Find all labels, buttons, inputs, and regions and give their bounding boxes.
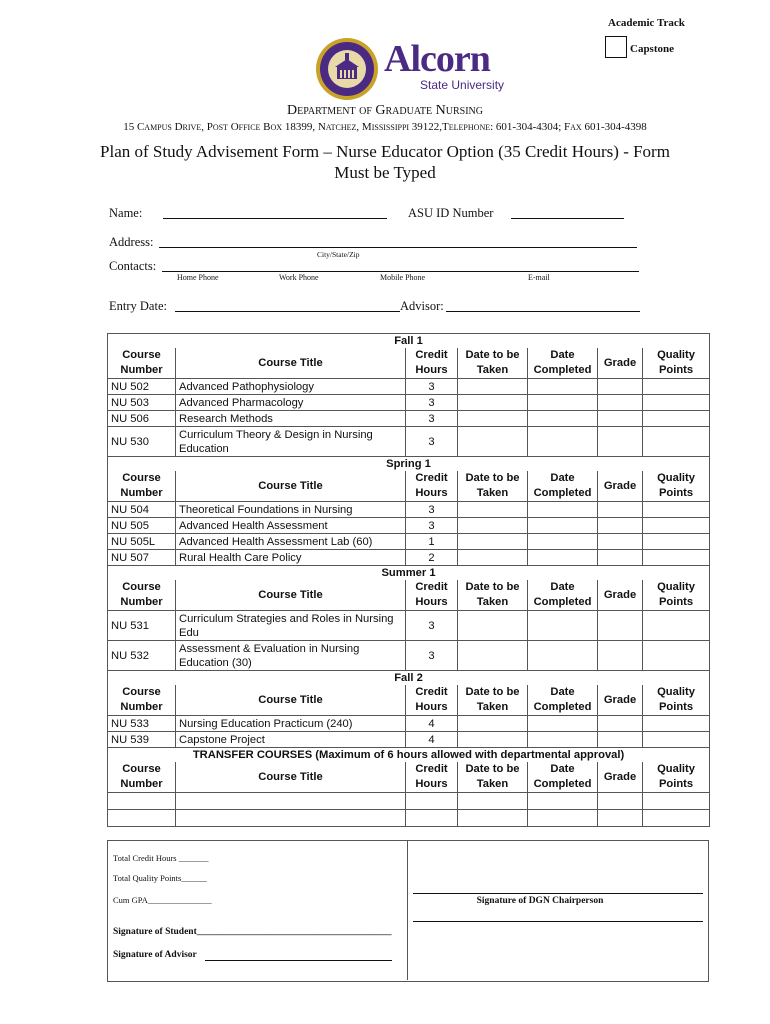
name-field[interactable] [163, 206, 387, 219]
table-row [108, 534, 710, 550]
date-completed-header: Date Completed [528, 471, 598, 502]
grade-cell[interactable] [598, 502, 643, 518]
student-signature[interactable]: Signature of Student_________________________________________ [113, 927, 392, 937]
credit-hours: 3 [406, 518, 458, 534]
credit-hours-header: Credit Hours [406, 348, 458, 379]
course-title: Advanced Health Assessment Lab (60) [176, 534, 406, 550]
course-number [108, 793, 176, 810]
table-row [108, 641, 710, 671]
date-completed-cell[interactable] [528, 611, 598, 641]
table-row [108, 611, 710, 641]
quality-points-header: Quality Points [643, 471, 710, 502]
course-number-header: Course Number [108, 580, 176, 611]
course-number: NU 532 [108, 641, 176, 671]
table-row [108, 518, 710, 534]
date-completed-cell[interactable] [528, 379, 598, 395]
section-title: Fall 1 [108, 334, 710, 349]
credit-hours: 4 [406, 732, 458, 748]
quality-points-cell[interactable] [643, 427, 710, 457]
course-number-header: Course Number [108, 762, 176, 793]
grade-cell[interactable] [598, 427, 643, 457]
course-number: NU 507 [108, 550, 176, 566]
grade-cell[interactable] [598, 550, 643, 566]
address-label: Address: [109, 235, 154, 249]
credit-hours: 3 [406, 427, 458, 457]
quality-points-cell[interactable] [643, 810, 710, 827]
date-to-be-taken-cell[interactable] [458, 411, 528, 427]
course-title-header: Course Title [176, 471, 406, 502]
credit-hours: 3 [406, 395, 458, 411]
date-to-be-taken-cell[interactable] [458, 395, 528, 411]
advisor-label: Advisor: [400, 299, 444, 313]
home-phone-label: Home Phone [177, 273, 219, 282]
grade-cell[interactable] [598, 611, 643, 641]
table-row [108, 716, 710, 732]
chair-signature-line[interactable] [413, 880, 703, 894]
credit-hours: 1 [406, 534, 458, 550]
date-completed-header: Date Completed [528, 348, 598, 379]
asu-id-field[interactable] [511, 206, 624, 219]
work-phone-label: Work Phone [279, 273, 319, 282]
grade-header: Grade [598, 685, 643, 716]
date-completed-cell[interactable] [528, 502, 598, 518]
grade-cell[interactable] [598, 518, 643, 534]
grade-header: Grade [598, 348, 643, 379]
credit-hours [406, 810, 458, 827]
course-title-header: Course Title [176, 762, 406, 793]
course-number-header: Course Number [108, 685, 176, 716]
date-completed-cell[interactable] [528, 427, 598, 457]
entry-date-field[interactable] [175, 299, 400, 312]
credit-hours [406, 793, 458, 810]
academic-track-label: Academic Track [608, 17, 685, 29]
contacts-label: Contacts: [109, 259, 157, 273]
date-to-be-taken-cell[interactable] [458, 379, 528, 395]
date-completed-cell[interactable] [528, 550, 598, 566]
credit-hours-header: Credit Hours [406, 580, 458, 611]
credit-hours: 3 [406, 502, 458, 518]
email-label: E-mail [528, 273, 550, 282]
date-completed-cell[interactable] [528, 732, 598, 748]
table-row [108, 502, 710, 518]
department-name: Department of Graduate Nursing [287, 103, 483, 118]
course-number: NU 533 [108, 716, 176, 732]
course-number: NU 503 [108, 395, 176, 411]
contacts-field[interactable] [162, 259, 639, 272]
course-number: NU 502 [108, 379, 176, 395]
quality-points-cell[interactable] [643, 411, 710, 427]
table-row [108, 411, 710, 427]
table-row [108, 732, 710, 748]
section-title: Summer 1 [108, 566, 710, 581]
column-header-row [108, 580, 710, 611]
city-state-zip-label: City/State/Zip [317, 250, 360, 259]
date-completed-header: Date Completed [528, 580, 598, 611]
summary-divider [407, 840, 408, 980]
quality-points-header: Quality Points [643, 580, 710, 611]
table-row [108, 379, 710, 395]
date-to-be-taken-cell[interactable] [458, 716, 528, 732]
credit-hours: 3 [406, 641, 458, 671]
course-number: NU 530 [108, 427, 176, 457]
course-title: Advanced Pharmacology [176, 395, 406, 411]
section-header-row [108, 566, 710, 581]
date-to-be-taken-cell[interactable] [458, 550, 528, 566]
course-title: Capstone Project [176, 732, 406, 748]
date-completed-cell[interactable] [528, 810, 598, 827]
form-title: Plan of Study Advisement Form – Nurse Educator Option (35 Credit Hours) - Form Must be Typed [100, 142, 670, 182]
quality-points-cell[interactable] [643, 395, 710, 411]
course-title: Assessment & Evaluation in Nursing Education (30) [176, 641, 406, 671]
quality-points-header: Quality Points [643, 762, 710, 793]
date-completed-cell[interactable] [528, 411, 598, 427]
grade-cell[interactable] [598, 395, 643, 411]
course-number: NU 531 [108, 611, 176, 641]
advisor-signature-field[interactable] [205, 950, 392, 961]
course-number: NU 504 [108, 502, 176, 518]
course-title: Curriculum Theory & Design in Nursing Education [176, 427, 406, 457]
date-completed-cell[interactable] [528, 534, 598, 550]
credit-hours: 4 [406, 716, 458, 732]
credit-hours: 2 [406, 550, 458, 566]
date-to-be-taken-cell[interactable] [458, 732, 528, 748]
credit-hours: 3 [406, 379, 458, 395]
entry-date-label: Entry Date: [109, 299, 167, 313]
course-number: NU 539 [108, 732, 176, 748]
date-to-be-taken-cell[interactable] [458, 611, 528, 641]
department-address: 15 Campus Drive, Post Office Box 18399, Natchez, Mississippi 39122,Telephone: 601-304-4304; Fax 601-304-4398 [123, 121, 647, 133]
quality-points-cell[interactable] [643, 793, 710, 810]
quality-points-header: Quality Points [643, 685, 710, 716]
course-plan-table [107, 333, 710, 827]
column-header-row [108, 685, 710, 716]
asu-id-label: ASU ID Number [408, 206, 494, 220]
section-header-row [108, 334, 710, 349]
column-header-row [108, 348, 710, 379]
mobile-phone-label: Mobile Phone [380, 273, 426, 282]
date-completed-header: Date Completed [528, 685, 598, 716]
course-title [176, 793, 406, 810]
table-row [108, 550, 710, 566]
credit-hours-header: Credit Hours [406, 685, 458, 716]
grade-header: Grade [598, 580, 643, 611]
quality-points-header: Quality Points [643, 348, 710, 379]
section-title: Fall 2 [108, 671, 710, 686]
advisor-signature-label: Signature of Advisor [113, 950, 197, 960]
quality-points-cell[interactable] [643, 379, 710, 395]
date-to-be-taken-header: Date to be Taken [458, 685, 528, 716]
section-title: Spring 1 [108, 457, 710, 472]
advisor-field[interactable] [446, 299, 640, 312]
section-title: TRANSFER COURSES (Maximum of 6 hours allowed with departmental approval) [108, 748, 710, 763]
grade-cell[interactable] [598, 411, 643, 427]
grade-header: Grade [598, 762, 643, 793]
date-to-be-taken-cell[interactable] [458, 427, 528, 457]
total-quality-points[interactable]: Total Quality Points______ [113, 873, 207, 883]
date-completed-cell[interactable] [528, 518, 598, 534]
course-title: Curriculum Strategies and Roles in Nursing Edu [176, 611, 406, 641]
section-header-row [108, 671, 710, 686]
grade-header: Grade [598, 471, 643, 502]
credit-hours: 3 [406, 411, 458, 427]
capstone-checkbox[interactable] [605, 36, 627, 58]
chair-signature-label: Signature of DGN Chairperson [476, 896, 604, 906]
quality-points-cell[interactable] [643, 518, 710, 534]
date-completed-header: Date Completed [528, 762, 598, 793]
date-to-be-taken-header: Date to be Taken [458, 580, 528, 611]
section-header-row [108, 748, 710, 763]
course-number: NU 505L [108, 534, 176, 550]
date-to-be-taken-cell[interactable] [458, 518, 528, 534]
date-completed-cell[interactable] [528, 793, 598, 810]
course-title-header: Course Title [176, 685, 406, 716]
date-to-be-taken-header: Date to be Taken [458, 471, 528, 502]
grade-cell[interactable] [598, 793, 643, 810]
logo-subtitle: State University [420, 78, 505, 92]
quality-points-cell[interactable] [643, 641, 710, 671]
quality-points-cell[interactable] [643, 611, 710, 641]
grade-cell[interactable] [598, 534, 643, 550]
name-label: Name: [109, 206, 143, 220]
date-to-be-taken-cell[interactable] [458, 810, 528, 827]
quality-points-cell[interactable] [643, 716, 710, 732]
grade-cell[interactable] [598, 716, 643, 732]
column-header-row [108, 471, 710, 502]
grade-cell[interactable] [598, 641, 643, 671]
cum-gpa[interactable]: Cum GPA_______________ [113, 895, 212, 905]
grade-cell[interactable] [598, 810, 643, 827]
quality-points-cell[interactable] [643, 550, 710, 566]
quality-points-cell[interactable] [643, 502, 710, 518]
course-number-header: Course Number [108, 348, 176, 379]
table-row [108, 395, 710, 411]
table-row [108, 793, 710, 810]
date-to-be-taken-header: Date to be Taken [458, 348, 528, 379]
grade-cell[interactable] [598, 732, 643, 748]
course-title: Nursing Education Practicum (240) [176, 716, 406, 732]
total-credit-hours[interactable]: Total Credit Hours _______ [113, 853, 209, 863]
chair-signature-line-2 [413, 908, 703, 922]
course-number-header: Course Number [108, 471, 176, 502]
course-title-header: Course Title [176, 348, 406, 379]
credit-hours-header: Credit Hours [406, 762, 458, 793]
date-completed-cell[interactable] [528, 395, 598, 411]
grade-cell[interactable] [598, 379, 643, 395]
course-title [176, 810, 406, 827]
course-number: NU 505 [108, 518, 176, 534]
table-row [108, 427, 710, 457]
date-completed-cell[interactable] [528, 641, 598, 671]
course-number: NU 506 [108, 411, 176, 427]
date-to-be-taken-cell[interactable] [458, 793, 528, 810]
section-header-row [108, 457, 710, 472]
quality-points-cell[interactable] [643, 534, 710, 550]
course-title: Theoretical Foundations in Nursing [176, 502, 406, 518]
date-to-be-taken-header: Date to be Taken [458, 762, 528, 793]
logo-wordmark: Alcorn [384, 38, 490, 80]
date-completed-cell[interactable] [528, 716, 598, 732]
table-row [108, 810, 710, 827]
credit-hours-header: Credit Hours [406, 471, 458, 502]
course-title-header: Course Title [176, 580, 406, 611]
capstone-label: Capstone [630, 43, 675, 55]
date-to-be-taken-cell[interactable] [458, 641, 528, 671]
credit-hours: 3 [406, 611, 458, 641]
course-title: Rural Health Care Policy [176, 550, 406, 566]
course-number [108, 810, 176, 827]
course-title: Advanced Pathophysiology [176, 379, 406, 395]
university-seal-icon [315, 37, 379, 101]
course-title: Research Methods [176, 411, 406, 427]
quality-points-cell[interactable] [643, 732, 710, 748]
address-field[interactable] [159, 235, 637, 248]
course-title: Advanced Health Assessment [176, 518, 406, 534]
date-to-be-taken-cell[interactable] [458, 534, 528, 550]
date-to-be-taken-cell[interactable] [458, 502, 528, 518]
column-header-row [108, 762, 710, 793]
